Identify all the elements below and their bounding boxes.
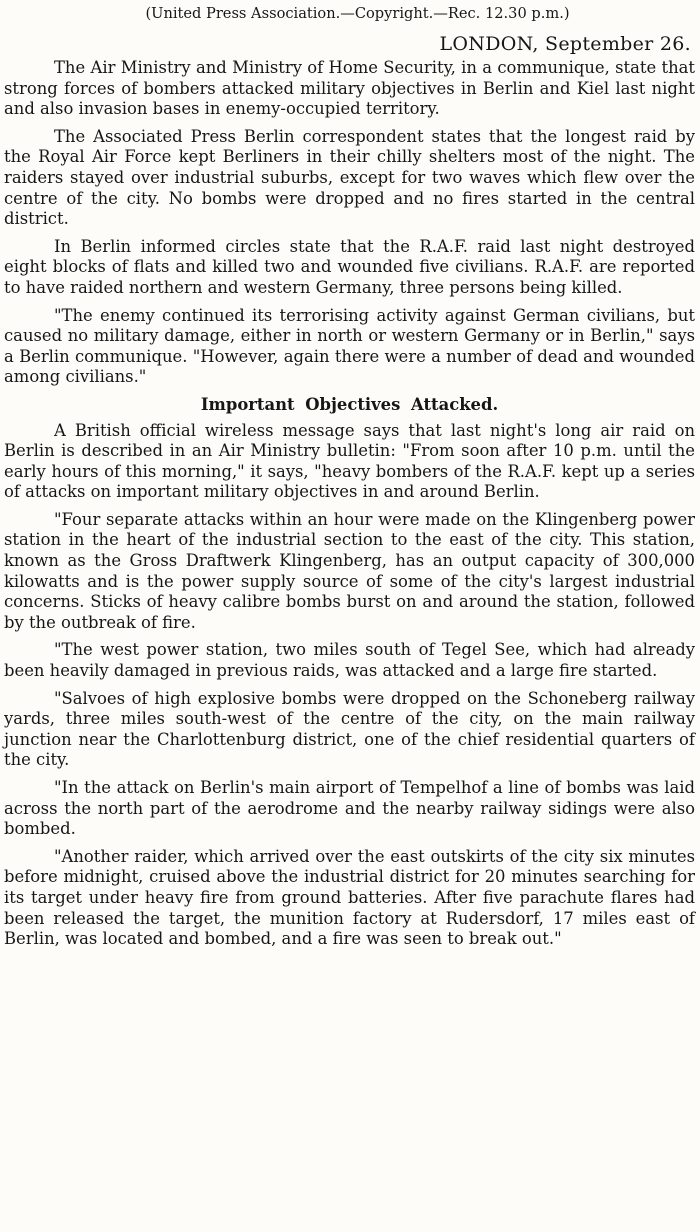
- article-paragraph: "Four separate attacks within an hour were made on the Klingenberg power station in the heart of the industrial section to the east of the city. This station, known as the Gross Draftwerk Klingenberg, has an output capacity of 300,000 kilowatts and is the power supply source of some of the city's largest industrial concerns. Sticks of heavy calibre bombs burst on and around the station, followed by the outbreak of fire.: [4, 509, 695, 632]
- article-paragraph: "The west power station, two miles south of Tegel See, which had already been heavily damaged in previous raids, was attacked and a large fire started.: [4, 640, 695, 681]
- article-paragraph: "Salvoes of high explosive bombs were dropped on the Schoneberg railway yards, three miles south-west of the centre of the city, on the main railway junction near the Charlottenburg district, one of the chief residential quarters of the city.: [4, 688, 695, 770]
- article-paragraph: "Another raider, which arrived over the east outskirts of the city six minutes before midnight, cruised above the industrial district for 20 minutes searching for its target under heavy fire from ground batteries. After five parachute flares had been released the target, the munition factory at Rudersdorf, 17 miles east of Berlin, was located and bombed, and a fire was seen to break out.": [4, 846, 695, 949]
- article-paragraph: "In the attack on Berlin's main airport of Tempelhof a line of bombs was laid across the north part of the aerodrome and the nearby railway sidings were also bombed.: [4, 778, 695, 839]
- article-paragraph: The Associated Press Berlin correspondent states that the longest raid by the Royal Air Force kept Berliners in their chilly shelters most of the night. The raiders stayed over industrial suburbs, except for two waves which flew over the centre of the city. No bombs were dropped and no fires started in the central district.: [4, 126, 695, 229]
- article-paragraph: In Berlin informed circles state that the R.A.F. raid last night destroyed eight blocks of flats and killed two and wounded five civilians. R.A.F. are reported to have raided northern and western Germany, three persons being killed.: [4, 236, 695, 297]
- article-paragraph: A British official wireless message says that last night's long air raid on Berlin is described in an Air Ministry bulletin: "From soon after 10 p.m. until the early hours of this morning," it says, "heavy bombers of the R.A.F. kept up a series of attacks on important military objectives in and around Berlin.: [4, 420, 695, 502]
- article-paragraph: The Air Ministry and Ministry of Home Security, in a communique, state that strong forces of bombers attacked military objectives in Berlin and Kiel last night and also invasion bases in enemy-occupied territory.: [4, 58, 695, 119]
- dateline: LONDON, September 26.: [439, 33, 691, 55]
- section-subheading: Important Objectives Attacked.: [200, 394, 499, 414]
- article-paragraph: "The enemy continued its terrorising activity against German civilians, but caused no military damage, either in north or western Germany or in Berlin," says a Berlin communique. "However, again there were a number of dead and wounded among civilians.": [4, 305, 695, 387]
- wire-credit-line: (United Press Association.—Copyright.—Rec. 12.30 p.m.): [145, 5, 570, 22]
